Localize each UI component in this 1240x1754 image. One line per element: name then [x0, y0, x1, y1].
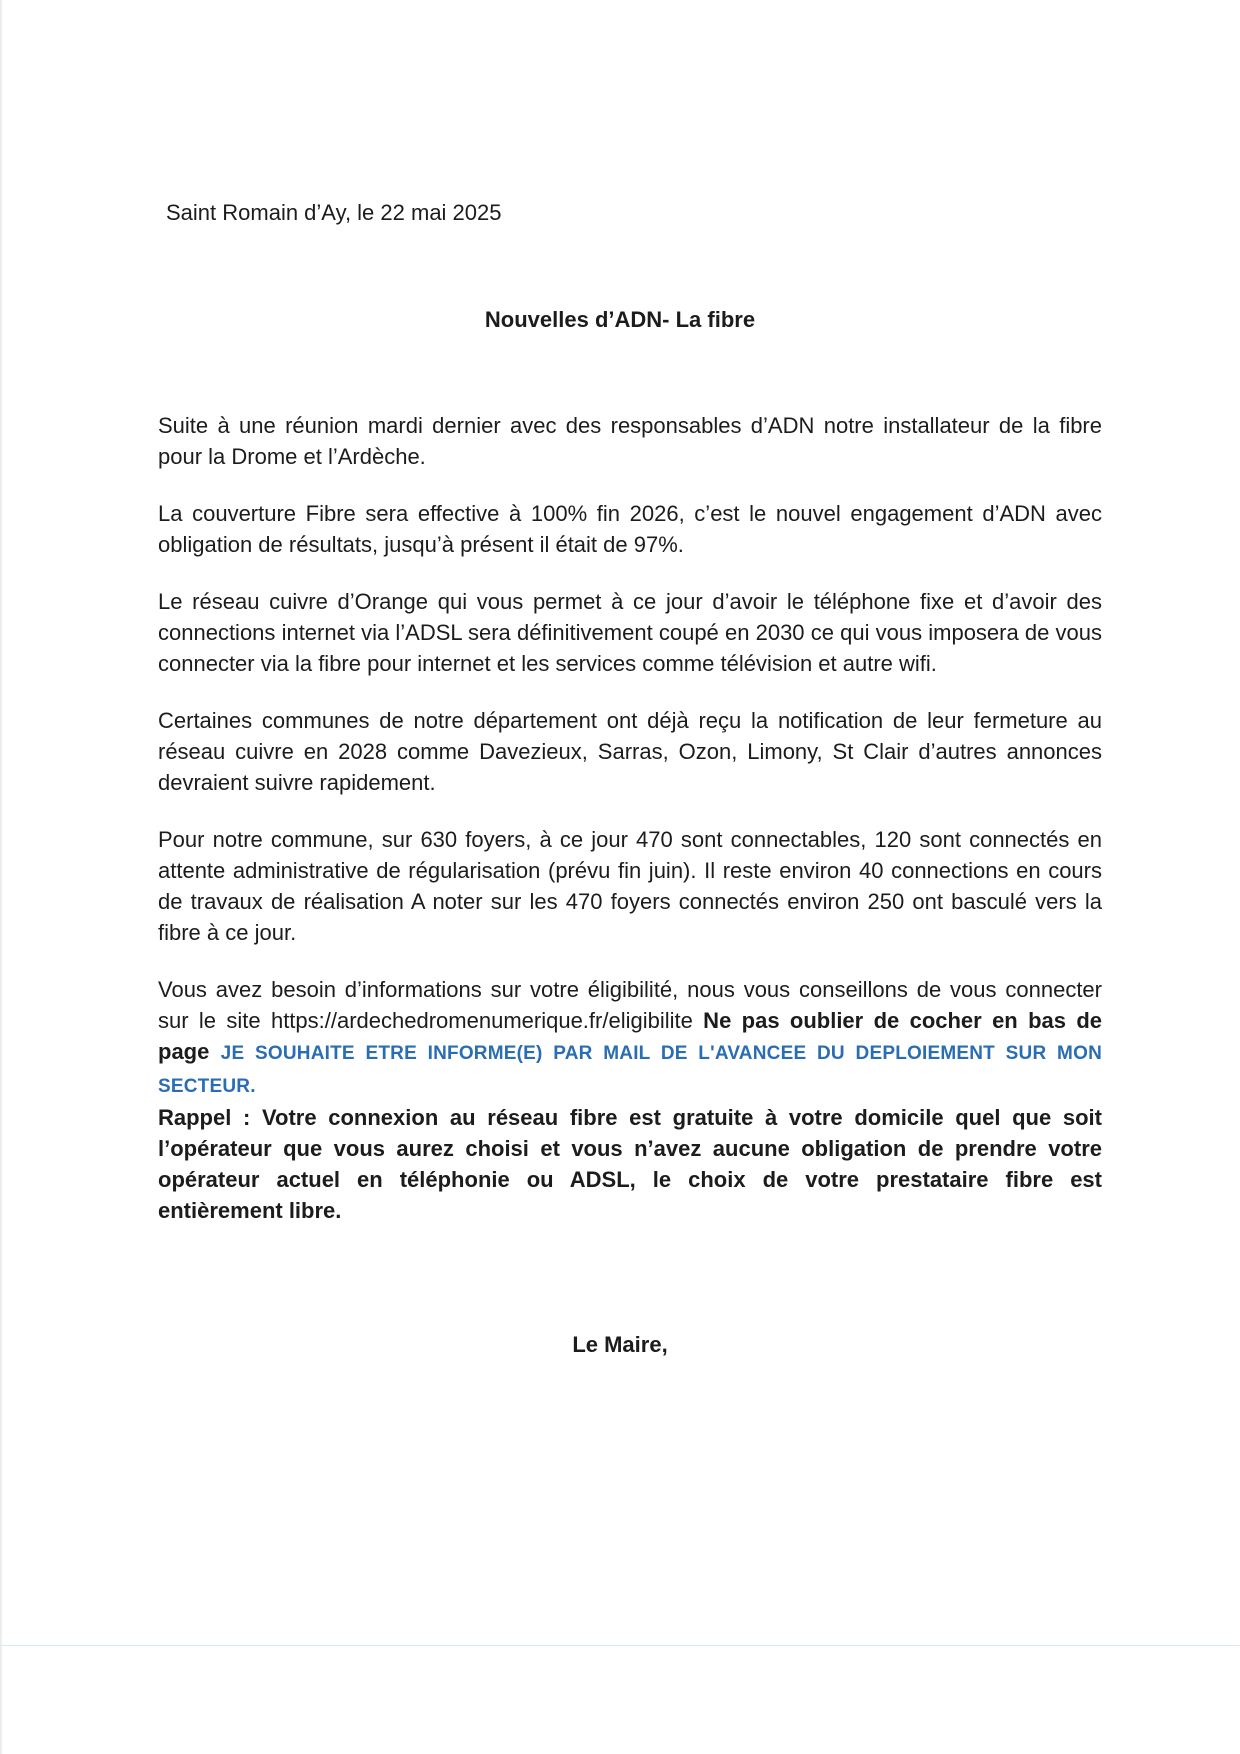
paragraph-eligibility: [158, 974, 1102, 1102]
scan-edge-shadow: [0, 0, 3, 1754]
paragraph-meeting: Suite à une réunion mardi dernier avec des responsables d’ADN notre installateur de la fibre pour la Drome et l’Ardèche.: [158, 413, 1102, 469]
scan-bottom-edge: [0, 1645, 1240, 1646]
letter-body: [158, 410, 1102, 1252]
eligibility-checkbox-instruction: Ne pas oublier de cocher en bas de page: [158, 1008, 1103, 1064]
paragraph-other-communes: Certaines communes de notre département ont déjà reçu la notification de leur fermeture au réseau cuivre en 2028 comme Davezieux, Sarras, Ozon, Limony, St Clair d’autres annonces devraient suivre rapidement.: [158, 708, 1102, 795]
signature: Le Maire,: [572, 1332, 668, 1357]
eligibility-intro: Vous avez besoin d’informations sur votre éligibilité, nous vous conseillons de vous connecter sur le site: [158, 977, 1102, 1033]
paragraph-coverage: La couverture Fibre sera effective à 100% fin 2026, c’est le nouvel engagement d’ADN avec obligation de résultats, jusqu’à présent il était de 97%.: [158, 501, 1102, 557]
paragraph-copper-network: Le réseau cuivre d’Orange qui vous permet à ce jour d’avoir le téléphone fixe et d’avoir des connections internet via l’ADSL sera définitivement coupé en 2030 ce qui vous imposera de vous connecter via la fibre pour internet et les services comme télévision et autre wifi.: [158, 589, 1102, 676]
letter-title: Nouvelles d’ADN- La fibre: [484, 307, 756, 332]
place-date: Saint Romain d’Ay, le 22 mai 2025: [166, 200, 502, 225]
paragraph-reminder: Rappel : Votre connexion au réseau fibre est gratuite à votre domicile quel que soit l’opérateur que vous aurez choisi et vous n’avez aucune obligation de prendre votre opérateur actuel en téléphonie ou ADSL, le choix de votre prestataire fibre est entièrement libre.: [158, 1105, 1102, 1223]
eligibility-checkbox-label: JE SOUHAITE ETRE INFORME(E) PAR MAIL DE L'AVANCEE DU DEPLOIEMENT SUR MON SECTEUR.: [158, 1043, 1102, 1097]
paragraph-commune-stats: Pour notre commune, sur 630 foyers, à ce jour 470 sont connectables, 120 sont connectés en attente administrative de régularisation (prévu fin juin). Il reste environ 40 connections en cours de travaux de réalisation A noter sur les 470 foyers connectés environ 250 ont basculé vers la fibre à ce jour.: [158, 827, 1102, 945]
eligibility-url[interactable]: https://ardechedromenumerique.fr/eligibilite: [270, 1008, 693, 1033]
